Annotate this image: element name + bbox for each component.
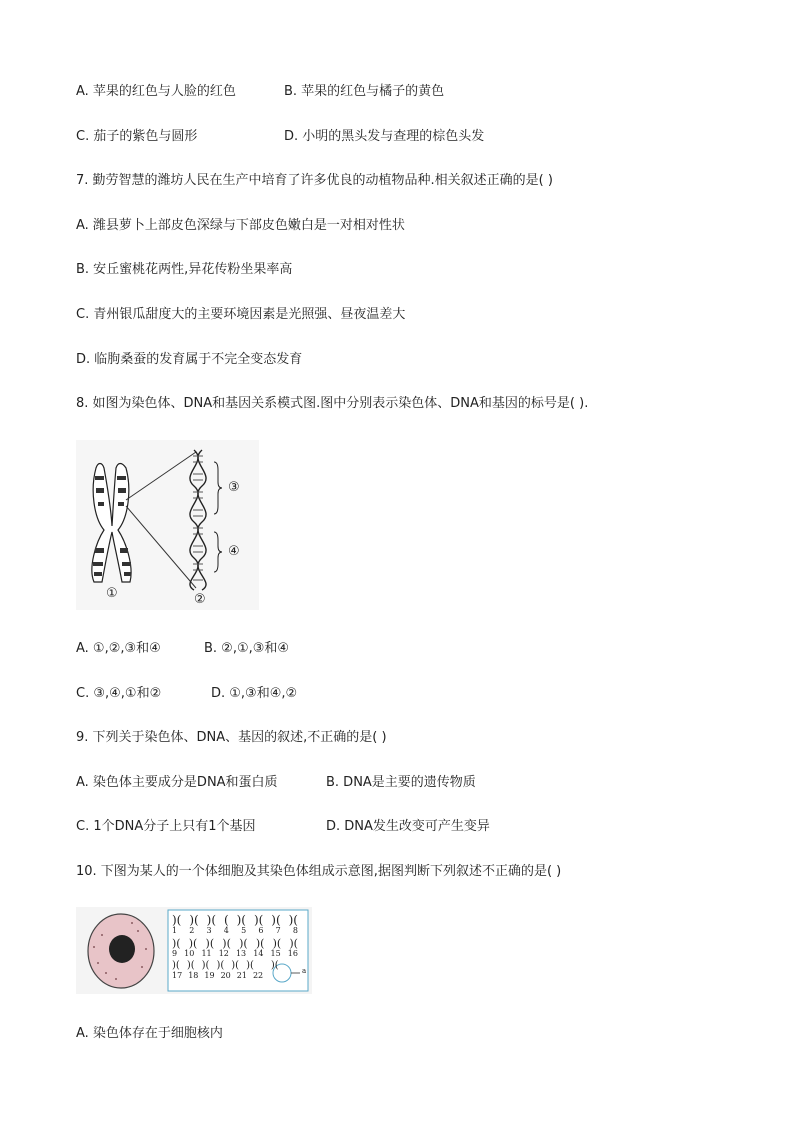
karyotype-row-1-labels: 1 2 3 4 5 6 7 8: [172, 926, 298, 935]
q8-stem: 8. 如图为染色体、DNA和基因关系模式图.图中分别表示染色体、DNA和基因的标号是( ).: [76, 396, 589, 411]
sex-chromosomes: )(: [270, 960, 279, 971]
chromosome-glyph: )(: [172, 913, 182, 927]
dna-helix: [190, 450, 206, 590]
q9-stem: 9. 下列关于染色体、DNA、基因的叙述,不正确的是( ): [76, 730, 387, 745]
q7-option-a: A. 潍县萝卜上部皮色深绿与下部皮色嫩白是一对相对性状: [76, 218, 405, 233]
brace-3: [214, 462, 222, 514]
q9-option-d: D. DNA发生改变可产生变异: [326, 819, 490, 834]
karyotype-row-2-labels: 9 10 11 12 13 14 15 16: [172, 949, 298, 958]
cell-karyotype-figure: [76, 907, 312, 994]
chromosome-dna-diagram: [76, 440, 259, 610]
q8-option-b: B. ②,①,③和④: [204, 641, 290, 656]
q7-option-c: C. 青州银瓜甜度大的主要环境因素是光照强、昼夜温差大: [76, 307, 406, 322]
q8-option-c: C. ③,④,①和②: [76, 686, 162, 701]
q6-option-b: B. 苹果的红色与橘子的黄色: [284, 84, 445, 99]
sex-chromosome-label: a: [302, 967, 307, 975]
q7-option-d: D. 临朐桑蚕的发育属于不完全变态发育: [76, 352, 303, 367]
brace-4: [214, 532, 222, 572]
label-3: ③: [228, 480, 240, 495]
q7-stem: 7. 勤劳智慧的潍坊人民在生产中培育了许多优良的动植物品种.相关叙述正确的是( ): [76, 173, 553, 188]
q6-option-a: A. 苹果的红色与人脸的红色: [76, 84, 236, 99]
label-1: ①: [106, 586, 118, 601]
q9-option-c: C. 1个DNA分子上只有1个基因: [76, 819, 256, 834]
q7-option-b: B. 安丘蜜桃花两性,异花传粉坐果率高: [76, 262, 293, 277]
q6-option-c: C. 茄子的紫色与圆形: [76, 129, 198, 144]
label-4: ④: [228, 544, 240, 559]
karyotype-panel: )( )( )( ( )( )( )( )( 1 2 3 4 5 6 7 8 )( )( )( )( )( )( )( )( 9 10 11 12 13 14 15 16 )( )( )( )( )( )( )( 17 18 19 20 21 22: [172, 913, 298, 980]
q9-option-a: A. 染色体主要成分是DNA和蛋白质: [76, 775, 278, 790]
q8-option-a: A. ①,②,③和④: [76, 641, 161, 656]
dna-rungs: [193, 456, 203, 580]
q10-stem: 10. 下图为某人的一个体细胞及其染色体组成示意图,据图判断下列叙述不正确的是( ): [76, 864, 562, 879]
q10-option-a: A. 染色体存在于细胞核内: [76, 1026, 223, 1041]
q6-option-d: D. 小明的黑头发与查理的棕色头发: [284, 129, 485, 144]
q8-option-d: D. ①,③和④,②: [211, 686, 298, 701]
karyotype-row-3-labels: 17 18 19 20 21 22: [172, 971, 264, 980]
label-2: ②: [194, 592, 206, 607]
chromosome-dna-gene-figure: [76, 440, 259, 610]
q9-option-b: B. DNA是主要的遗传物质: [326, 775, 476, 790]
